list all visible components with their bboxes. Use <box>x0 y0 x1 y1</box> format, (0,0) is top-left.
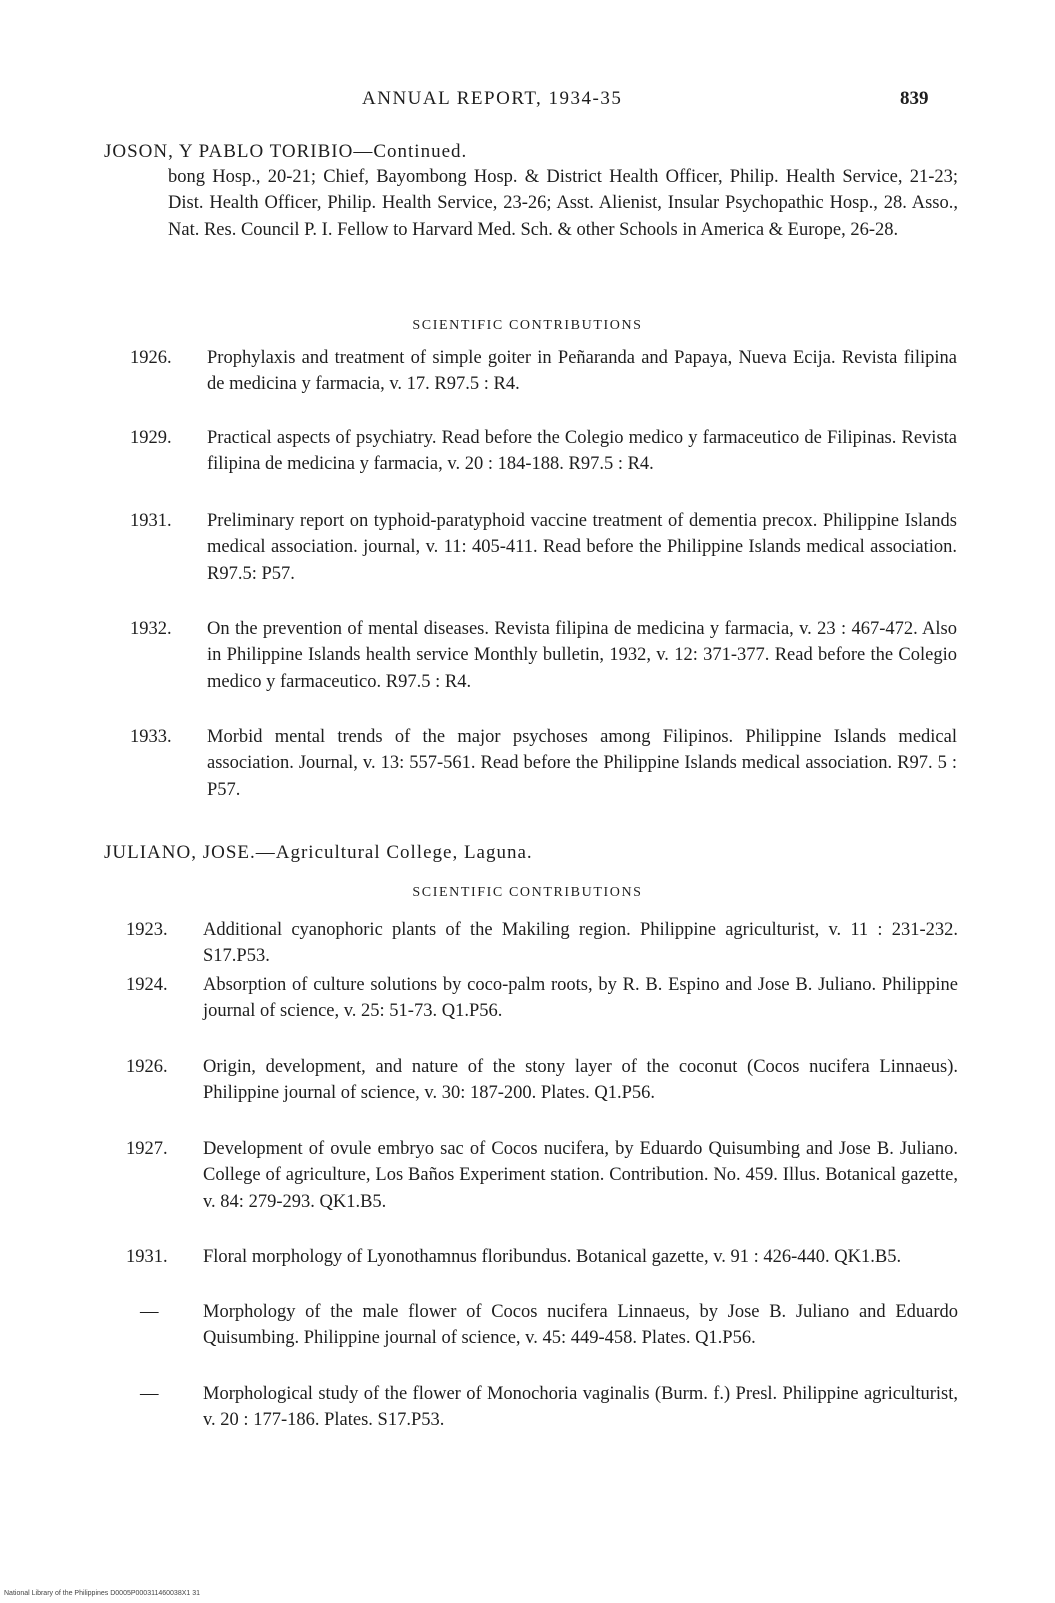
item-year: 1933. <box>130 727 172 747</box>
item-text: Morbid mental trends of the major psychoses among Filipinos. Philippine Islands medical association. Journal, v. 13: 557-561. Read before the Philippine Islands medical association. R97. 5 : P57. <box>207 727 957 800</box>
item-year: — <box>140 1384 159 1404</box>
item-text: Development of ovule embryo sac of Cocos nucifera, by Eduardo Quisumbing and Jose B. Juliano. College of agriculture, Los Baños Experiment station. Contribution. No. 459. Illus. Botanical gazette, v. 84: 279-293. QK1.B5. <box>203 1139 958 1212</box>
item-text: Floral morphology of Lyonothamnus floribundus. Botanical gazette, v. 91 : 426-440. QK1.B5. <box>203 1247 902 1267</box>
entry-name: JULIANO, JOSE.—Agricultural College, Laguna. <box>104 842 533 863</box>
list-item <box>0 917 1055 969</box>
item-text: Morphology of the male flower of Cocos nucifera Linnaeus, by Jose B. Juliano and Eduardo Quisumbing. Philippine journal of science, v. 45: 449-458. Plates. Q1.P56. <box>203 1302 958 1349</box>
list-item <box>0 616 1055 721</box>
item-text: Practical aspects of psychiatry. Read before the Colegio medico y farmaceutico de Filipinas. Revista filipina de medicina y farmacia, v. 20 : 184-188. R97.5 : R4. <box>207 428 957 475</box>
scan-footer: National Library of the Philippines D0005P000311460038X1 31 <box>4 1590 201 1597</box>
section-label: SCIENTIFIC CONTRIBUTIONS <box>412 885 643 900</box>
item-text: Absorption of culture solutions by coco-palm roots, by R. B. Espino and Jose B. Juliano. Philippine journal of science, v. 25: 51-73. Q1.P56. <box>203 975 958 1022</box>
list-item <box>0 508 1055 613</box>
item-text: Preliminary report on typhoid-paratyphoid vaccine treatment of dementia precox. Philippine Islands medical association. journal, v. 11: 405-411. Read before the Philippine Islands medical association. R97.5: P57. <box>207 511 957 584</box>
list-item <box>0 1299 1055 1378</box>
list-item <box>0 345 1055 422</box>
entry-bio: bong Hosp., 20-21; Chief, Bayombong Hosp. & District Health Officer, Philip. Health Service, 21-23; Dist. Health Officer, Philip. Health Service, 23-26; Asst. Alienist, Insular Psychopathic Hosp., 28. Asso., Nat. Res. Council P. I. Fellow to Harvard Med. Sch. & other Schools in America & Europe, 26-28. <box>168 167 958 240</box>
item-year: 1932. <box>130 619 172 639</box>
list-item <box>0 1136 1055 1241</box>
item-text: Additional cyanophoric plants of the Makiling region. Philippine agriculturist, v. 11 : 231-232. S17.P53. <box>203 920 958 967</box>
item-year: 1931. <box>126 1247 168 1267</box>
list-item <box>0 972 1055 1051</box>
list-item <box>0 1054 1055 1133</box>
running-header <box>0 88 1055 114</box>
section-label: SCIENTIFIC CONTRIBUTIONS <box>412 318 643 333</box>
item-year: — <box>140 1302 159 1322</box>
item-year: 1926. <box>130 348 172 368</box>
item-year: 1931. <box>130 511 172 531</box>
item-text: Morphological study of the flower of Monochoria vaginalis (Burm. f.) Presl. Philippine agriculturist, v. 20 : 177-186. Plates. S17.P53. <box>203 1384 958 1431</box>
contributions-list <box>0 917 1055 1463</box>
list-item <box>0 1244 1055 1296</box>
list-item <box>0 425 1055 505</box>
entry-name: JOSON, Y PABLO TORIBIO—Continued. <box>104 141 468 162</box>
item-year: 1926. <box>126 1057 168 1077</box>
header-title: ANNUAL REPORT, 1934-35 <box>362 88 623 109</box>
page-number: 839 <box>900 88 929 109</box>
item-year: 1927. <box>126 1139 168 1159</box>
item-text: Prophylaxis and treatment of simple goiter in Peñaranda and Papaya, Nueva Ecija. Revista filipina de medicina y farmacia, v. 17. R97.5 : R4. <box>207 348 957 395</box>
item-year: 1924. <box>126 975 168 995</box>
list-item <box>0 1381 1055 1460</box>
item-text: Origin, development, and nature of the stony layer of the coconut (Cocos nucifera Linnaeus). Philippine journal of science, v. 30: 187-200. Plates. Q1.P56. <box>203 1057 958 1104</box>
item-text: On the prevention of mental diseases. Revista filipina de medicina y farmacia, v. 23 : 467-472. Also in Philippine Islands health service Monthly bulletin, 1932, v. 12: 371-377. Read before the Colegio medico y farmaceutico. R97.5 : R4. <box>207 619 957 692</box>
item-year: 1929. <box>130 428 172 448</box>
item-year: 1923. <box>126 920 168 940</box>
contributions-list <box>0 345 1055 832</box>
list-item <box>0 724 1055 829</box>
